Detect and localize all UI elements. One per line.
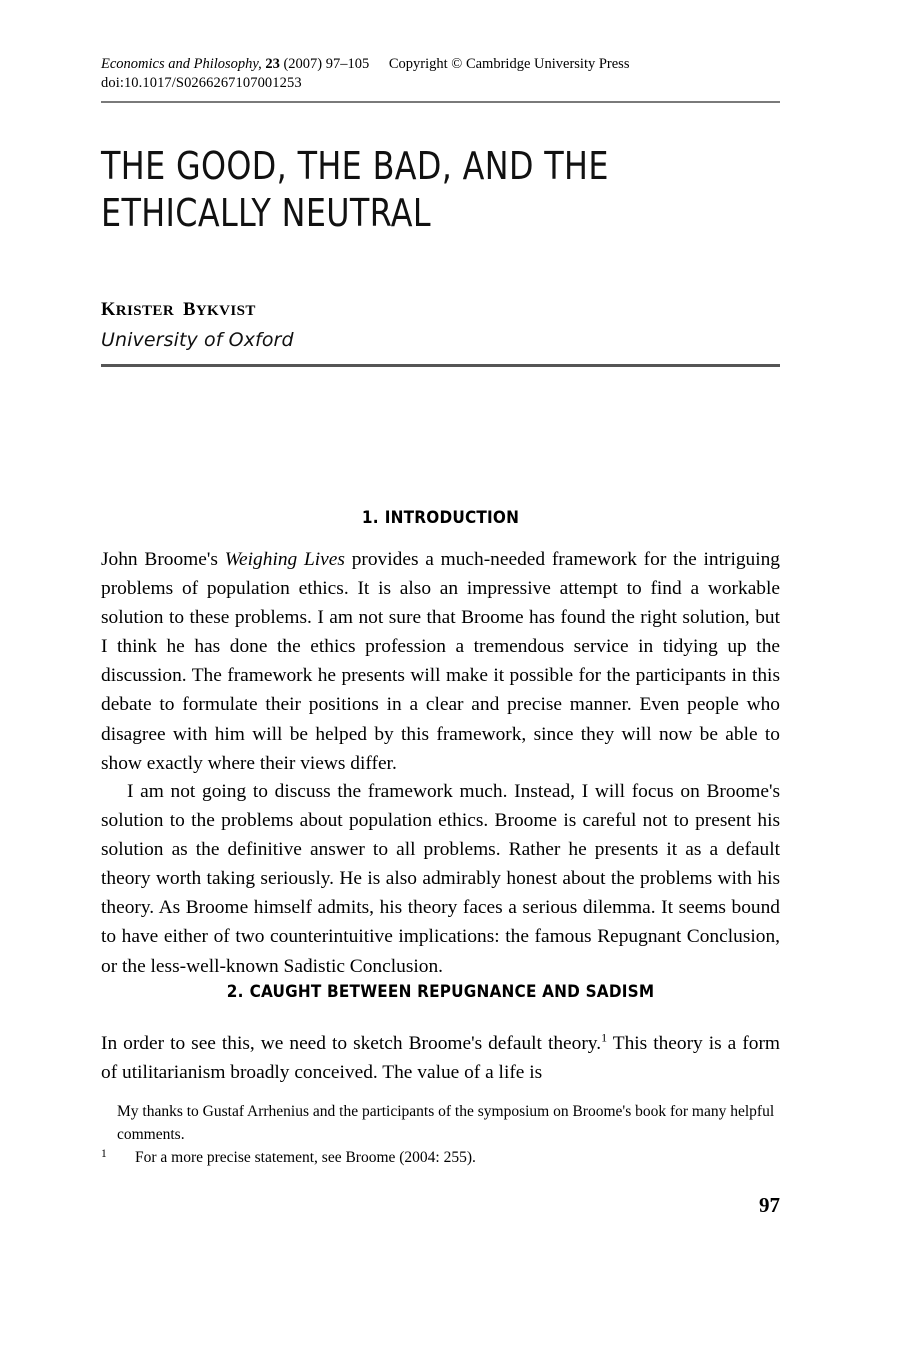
title-line-1: THE GOOD, THE BAD, AND THE (101, 144, 609, 189)
page-title (101, 143, 743, 237)
paragraph-section2-1 (101, 1029, 780, 1087)
author-last-rest: YKVIST (195, 303, 256, 319)
journal-year: (2007) (283, 56, 323, 72)
paragraph-introduction-2 (101, 777, 780, 981)
journal-volume: 23 (265, 56, 280, 72)
section-heading-introduction (101, 508, 780, 528)
title-line-2: ETHICALLY NEUTRAL (101, 191, 431, 236)
p1-text-b: provides a much-needed framework for the intriguing problems of population ethics. It is also an impressive attempt to find a workable solution to these problems. I am not sure that Broome has found the right solution, but I think he has done the ethics profession a tremendous service in tidying up the discussion. The framework he presents will make it possible for the participants in this debate to formulate their positions in a clear and precise manner. Even people who disagree with him will be helped by this framework, since they will now be able to show exactly where their views differ. (101, 549, 781, 774)
section-number: 2. (226, 982, 244, 1002)
footnotes (101, 1101, 780, 1170)
journal-pages: 97–105 (325, 56, 370, 72)
footnote-acknowledgement: My thanks to Gustaf Arrhenius and the participants of the symposium on Broome's book for many helpful comments. (117, 1103, 775, 1143)
journal-copyright: Copyright © Cambridge University Press (388, 56, 630, 72)
footnote-1 (101, 1147, 780, 1170)
section-title: INTRODUCTION (384, 508, 520, 528)
section-number: 1. (361, 508, 379, 528)
p1-text-a: John Broome's (101, 549, 225, 570)
footnote-1-text: For a more precise statement, see Broome (2004: 255). (135, 1149, 476, 1166)
author-divider (101, 364, 780, 367)
p3-text-b: This theory is a form of utilitarianism broadly conceived. The value of a life is (101, 1033, 780, 1084)
journal-name: Economics and Philosophy, (101, 56, 262, 72)
page-number: 97 (759, 1193, 780, 1217)
p3-text-a: In order to see this, we need to sketch Broome's default theory. (101, 1033, 602, 1054)
author-first-initial: K (101, 300, 116, 320)
journal-doi: doi:10.1017/S0266267107001253 (101, 75, 302, 91)
section-heading-caught-between-repugnance-and-sadism (101, 982, 780, 1002)
author-affiliation: University of Oxford (101, 329, 294, 351)
author-first-rest: RISTER (115, 303, 175, 319)
paragraph-introduction-1 (101, 545, 780, 778)
header-divider (101, 101, 780, 103)
journal-citation-line (101, 55, 780, 74)
book-title-weighing-lives: Weighing Lives (224, 549, 345, 570)
journal-header (101, 55, 780, 93)
author-name (101, 300, 256, 321)
p2-text: I am not going to discuss the framework much. Instead, I will focus on Broome's solution to the problems about population ethics. Broome is careful not to present his solution as the definitive answer to all problems. Rather he presents it as a default theory worth taking seriously. He is also admirably honest about the problems with his theory. As Broome himself admits, his theory faces a serious dilemma. It seems bound to have either of two counterintuitive implications: the famous Repugnant Conclusion, or the less-well-known Sadistic Conclusion. (101, 781, 780, 977)
footnote-reference-1[interactable]: 1 (601, 1030, 608, 1045)
footnote-1-marker: 1 (101, 1148, 107, 1160)
author-last-initial: B (183, 300, 196, 320)
section-title: CAUGHT BETWEEN REPUGNANCE AND SADISM (249, 982, 655, 1002)
